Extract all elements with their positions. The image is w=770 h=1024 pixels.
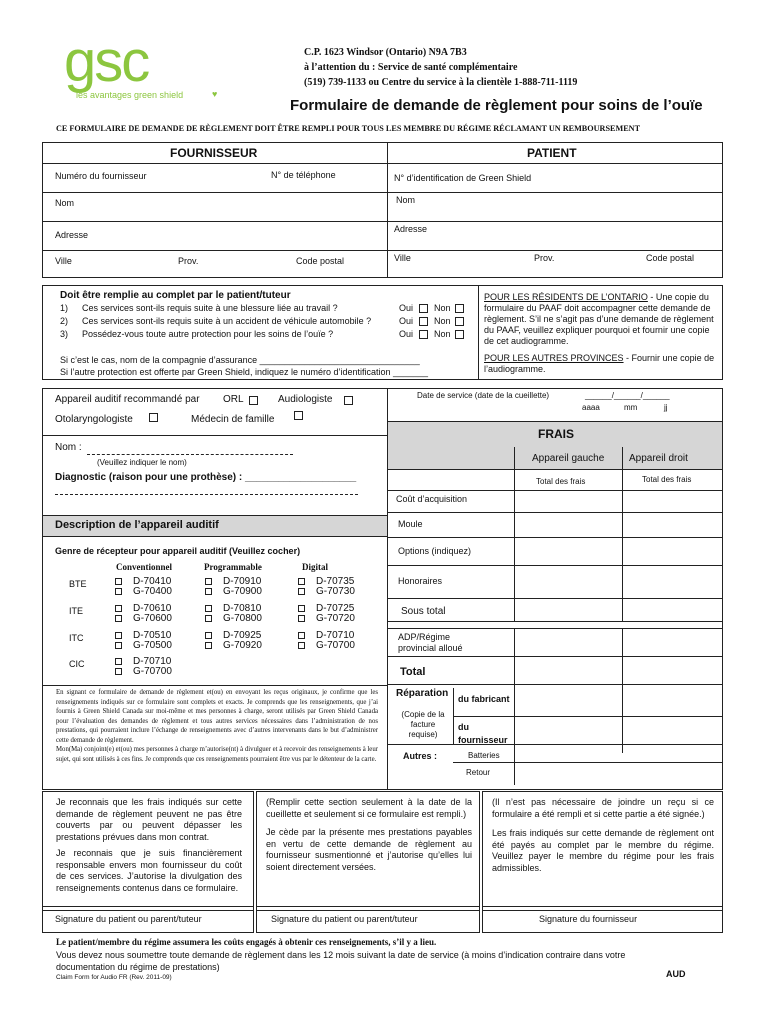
- device-code-label: D-70925: [223, 630, 262, 641]
- audiologist-checkbox[interactable]: [344, 396, 353, 405]
- recommended-label: Appareil auditif recommandé par: [55, 394, 200, 405]
- signature-box-3[interactable]: [482, 906, 723, 933]
- left-device-col: Appareil gauche: [532, 453, 605, 464]
- patient-address-label: Adresse: [394, 224, 428, 234]
- provider-city-label: Ville: [55, 256, 72, 266]
- device-code-label: G-70400: [133, 586, 172, 597]
- consent-paragraph-1: En signant ce formulaire de demande de règlement et(ou) en envoyant les reçus originaux, je confirme que les renseignements indiqués sur ce formulaire sont complets et exacts. Je comprends que les renseignements, que j’ai fournis à Green Shield Canada sur moi-même et mes personnes à charge, seront utilisés par Green Shield Canada pour l’évaluation des demandes de règlement et tous autres services nécessaires dans l’administration de nos prestations, qui pourraient inclure l’échange de renseignements avec d’autres intervenants dans le but d’administrer cette demande de règlement.: [56, 689, 378, 744]
- col-digital: Digital: [302, 562, 328, 572]
- device-row-0: [55, 577, 385, 601]
- device-type-table: [55, 577, 385, 682]
- subtotal-row[interactable]: [401, 606, 445, 617]
- consent-text: [56, 688, 378, 764]
- device-type-label: CIC: [69, 659, 85, 669]
- patient-postal-label: Code postal: [646, 253, 695, 263]
- doctor-name-hint: (Veuillez indiquer le nom): [97, 458, 187, 467]
- receiver-label: Genre de récepteur pour appareil auditif (Veuillez cocher): [55, 546, 301, 556]
- options-row[interactable]: [398, 546, 471, 556]
- device-type-label: ITC: [69, 633, 84, 643]
- service-date-field[interactable]: [389, 391, 719, 419]
- patient-city-row[interactable]: [388, 251, 722, 277]
- provider-heading: FOURNISSEUR: [170, 146, 258, 160]
- batteries-row[interactable]: [468, 751, 500, 760]
- device-code-label: G-70700: [316, 640, 355, 651]
- patient-name-field[interactable]: [388, 193, 722, 220]
- device-type-label: BTE: [69, 579, 87, 589]
- fees-row-label: Honoraires: [398, 576, 443, 586]
- batteries-label: Batteries: [468, 751, 500, 760]
- ontario-heading: POUR LES RÉSIDENTS DE L’ONTARIO: [484, 292, 648, 302]
- signature-label-1: Signature du patient ou parent/tuteur: [55, 914, 202, 924]
- device-row-2: [55, 631, 385, 655]
- adp-label: ADP/Régime provincial alloué: [398, 632, 463, 653]
- patient-heading: PATIENT: [527, 146, 577, 160]
- col-conventional: Conventionnel: [116, 562, 173, 572]
- provider-postal-label: Code postal: [296, 256, 345, 266]
- q1-no-checkbox[interactable]: [455, 304, 464, 313]
- yes-label: Oui: [399, 303, 414, 313]
- device-code-label: D-70710: [133, 656, 172, 667]
- other-provinces-heading: POUR LES AUTRES PROVINCES: [484, 353, 624, 363]
- otolaryngologist-label: Otolaryngologiste: [55, 414, 133, 425]
- device-code-label: D-70410: [133, 576, 172, 587]
- device-code-label: G-70700: [133, 666, 172, 677]
- device-code-option[interactable]: [205, 614, 262, 624]
- device-code-checkbox[interactable]: [205, 588, 212, 595]
- orl-label: ORL: [223, 394, 244, 405]
- provider-city-row[interactable]: [43, 251, 386, 277]
- question-1: [60, 303, 470, 315]
- by-manufacturer-label: du fabricant: [458, 694, 510, 704]
- ontario-note: [484, 292, 717, 347]
- options-label: Options (indiquez): [398, 546, 472, 556]
- signature-label-2: Signature du patient ou parent/tuteur: [271, 914, 418, 924]
- other-provinces-text: - Fournir une copie de l’audiogramme.: [484, 353, 715, 374]
- device-code-checkbox[interactable]: [115, 615, 122, 622]
- device-code-label: D-70810: [223, 603, 262, 614]
- col3-paragraph-1: (Il n’est pas nécessaire de joindre un reçu si ce formulaire a été rempli et si cette partie a été signée.): [492, 797, 714, 819]
- q3-no-checkbox[interactable]: [455, 330, 464, 339]
- return-row[interactable]: [466, 768, 490, 777]
- device-code-checkbox[interactable]: [205, 605, 212, 612]
- address-line: (519) 739-1133 ou Centre du service à la clientèle 1-888-711-1119: [304, 77, 578, 88]
- device-code-label: D-70910: [223, 576, 262, 587]
- provider-address-field[interactable]: [43, 222, 386, 249]
- col1-paragraph-1: Je reconnais que les frais indiqués sur cette demande de règlement peuvent ne pas être couverts par ou peuvent dépasser les prestations prévues dans mon contrat.: [56, 797, 242, 842]
- gs-id-line[interactable]: Si l’autre protection est offerte par Green Shield, indiquez le numéro d’identification _______: [60, 367, 429, 377]
- provider-name-field[interactable]: [43, 193, 386, 220]
- repair-label: Réparation: [396, 688, 449, 699]
- others-label: Autres :: [403, 751, 438, 761]
- signature-box-2[interactable]: [256, 906, 480, 933]
- total-label: Total: [400, 666, 426, 678]
- diagnosis-label: Diagnostic (raison pour une prothèse) : ____________________: [55, 472, 357, 483]
- question-text: Ces services sont-ils requis suite à une blessure liée au travail ?: [82, 303, 338, 313]
- question-num: 1): [60, 303, 69, 313]
- device-code-checkbox[interactable]: [115, 668, 122, 675]
- fees-heading: FRAIS: [538, 427, 574, 441]
- device-code-label: D-70610: [133, 603, 172, 614]
- acquisition-label: Coût d’acquisition: [396, 494, 468, 504]
- device-code-checkbox[interactable]: [115, 605, 122, 612]
- acquisition-row[interactable]: [396, 494, 467, 504]
- device-code-option[interactable]: [298, 614, 355, 624]
- patient-city-label: Ville: [394, 253, 411, 263]
- device-code-checkbox[interactable]: [298, 615, 305, 622]
- footer-line-1: Le patient/membre du régime assumera les coûts engagés à obtenir ces renseignements, s’il y a lieu.: [56, 937, 437, 947]
- form-title: Formulaire de demande de règlement pour soins de l’ouïe: [290, 97, 703, 114]
- logo-tagline: les avantages green shield: [76, 90, 184, 100]
- signature-label-3: Signature du fournisseur: [539, 914, 638, 924]
- form-code: Claim Form for Audio FR (Rev. 2011-09): [56, 974, 172, 981]
- device-code-option[interactable]: [115, 614, 172, 624]
- subtotal-label: Sous total: [401, 606, 446, 617]
- col3-paragraph-2: Les frais indiqués sur cette demande de règlement ont été payés au complet par le membre du régime. Veuillez payer le membre du régime pour les frais admissibles.: [492, 828, 714, 873]
- service-date-blank: ______/______/______: [585, 391, 670, 400]
- repair-note: (Copie de la facture requise): [401, 710, 445, 739]
- aud-code: AUD: [666, 969, 686, 979]
- address-line: C.P. 1623 Windsor (Ontario) N9A 7B3: [304, 47, 467, 58]
- device-code-checkbox[interactable]: [298, 578, 305, 585]
- device-code-label: D-70510: [133, 630, 172, 641]
- device-code-checkbox[interactable]: [205, 615, 212, 622]
- device-code-option[interactable]: [115, 587, 172, 597]
- footer-line-2: Vous devez nous soumettre toute demande de règlement dans les 12 mois suivant la date de service (à moins d’indication contraire dans votre documentation du régime de prestations): [56, 950, 626, 972]
- device-code-checkbox[interactable]: [205, 642, 212, 649]
- mold-row[interactable]: [398, 519, 423, 529]
- adp-row[interactable]: [398, 632, 478, 654]
- device-code-label: G-70730: [316, 586, 355, 597]
- device-code-option[interactable]: [115, 641, 172, 651]
- consent-paragraph-2: Mon(Ma) conjoint(e) et(ou) mes personnes à charge m’autorise(nt) à divulguer et à recevoir des renseignements à leur sujet, qui sont utilisés à ces fins. Je comprends que ces renseignements pourraient être vus par le détenteur de la carte.: [56, 746, 378, 763]
- service-date-label: Date de service (date de la cueillette): [417, 391, 550, 400]
- service-date-jj: jj: [664, 403, 668, 412]
- provider-number-label: Numéro du fournisseur: [55, 171, 147, 181]
- service-date-yyyy: aaaa: [582, 403, 600, 412]
- heart-icon: ♥: [212, 89, 218, 99]
- no-label: Non: [434, 329, 451, 339]
- address-line: à l’attention du : Service de santé complémentaire: [304, 62, 518, 73]
- q2-yes-checkbox[interactable]: [419, 317, 428, 326]
- col1-paragraph-2: Je reconnais que je suis financièrement responsable envers mon fournisseur du coût de ces services. J’autorise la divulgation des renseignements contenus dans ce formulaire.: [56, 848, 242, 893]
- question-3: [60, 329, 470, 341]
- form-notice: CE FORMULAIRE DE DEMANDE DE RÈGLEMENT DOIT ÊTRE REMPLI POUR TOUS LES MEMBRE DU RÉGIME RÉCLAMANT UN REMBOURSEMENT: [56, 124, 641, 133]
- device-code-label: D-70710: [316, 630, 355, 641]
- total-fees-left: Total des frais: [536, 477, 586, 486]
- device-code-option[interactable]: [205, 587, 262, 597]
- audiologist-label: Audiologiste: [278, 394, 333, 405]
- patient-prov-label: Prov.: [534, 253, 555, 263]
- patient-name-label: Nom: [396, 195, 416, 205]
- device-code-label: G-70600: [133, 613, 172, 624]
- q3-yes-checkbox[interactable]: [419, 330, 428, 339]
- doctor-name-label: Nom :: [55, 442, 82, 453]
- by-provider-label: du fournisseur: [458, 722, 508, 745]
- other-provinces-note: [484, 353, 717, 375]
- device-row-3: [55, 657, 385, 681]
- device-code-label: G-70800: [223, 613, 262, 624]
- device-code-label: G-70920: [223, 640, 262, 651]
- device-code-option[interactable]: [205, 641, 262, 651]
- otolaryngologist-checkbox[interactable]: [149, 413, 158, 422]
- col2-text: [266, 797, 472, 873]
- ontario-text: - Une copie du formulaire du PAAF doit accompagner cette demande de règlement. S’il ne s’agit pas d’une demande de règlement du PAAF, veuillez expliquer pourquoi et fournir une copie de cet audiogramme.: [484, 292, 714, 346]
- signature-box-1[interactable]: [42, 906, 254, 933]
- no-label: Non: [434, 316, 451, 326]
- orl-checkbox[interactable]: [249, 396, 258, 405]
- device-code-label: G-70720: [316, 613, 355, 624]
- fees-header: [388, 421, 722, 448]
- col3-text: [492, 797, 714, 874]
- col2-paragraph-1: (Remplir cette section seulement à la date de la cueillette et seulement si ce formulaire est rempli.): [266, 797, 472, 819]
- provider-number-field[interactable]: [43, 164, 386, 191]
- device-code-label: D-70735: [316, 576, 355, 587]
- provider-phone-label: N° de téléphone: [271, 170, 336, 180]
- device-code-label: D-70725: [316, 603, 355, 614]
- col1-text: [56, 797, 242, 894]
- device-code-checkbox[interactable]: [298, 632, 305, 639]
- question-text: Possédez-vous toute autre protection pour les soins de l’ouïe ?: [82, 329, 334, 339]
- address-block: [304, 45, 577, 90]
- provider-name-label: Nom: [55, 198, 75, 208]
- provider-prov-label: Prov.: [178, 256, 199, 266]
- mold-label: Moule: [398, 519, 423, 529]
- family-doctor-label: Médecin de famille: [191, 414, 275, 425]
- device-code-checkbox[interactable]: [115, 578, 122, 585]
- description-heading: Description de l’appareil auditif: [55, 519, 219, 531]
- col2-paragraph-2: Je cède par la présente mes prestations payables en vertu de cette demande de règlement au fournisseur susmentionné et j’autorise qu’elles lui soient directement versées.: [266, 827, 472, 872]
- description-header: [43, 515, 387, 537]
- device-code-checkbox[interactable]: [115, 642, 122, 649]
- device-code-checkbox[interactable]: [115, 588, 122, 595]
- recommended-row: [55, 394, 385, 434]
- patient-id-field[interactable]: [388, 164, 722, 191]
- device-code-checkbox[interactable]: [115, 632, 122, 639]
- questions-heading: Doit être remplie au complet par le patient/tuteur: [60, 290, 291, 301]
- doctor-name-field[interactable]: [55, 442, 385, 467]
- no-label: Non: [434, 303, 451, 313]
- service-date-mm: mm: [624, 403, 638, 412]
- device-row-1: [55, 604, 385, 628]
- right-device-col: Appareil droit: [629, 453, 688, 464]
- family-doctor-checkbox[interactable]: [294, 411, 303, 420]
- device-code-checkbox[interactable]: [298, 588, 305, 595]
- device-type-label: ITE: [69, 606, 84, 616]
- device-code-label: G-70900: [223, 586, 262, 597]
- device-code-option[interactable]: [298, 587, 355, 597]
- diagnosis-field[interactable]: [55, 472, 385, 498]
- insurer-name-line[interactable]: Si c’est le cas, nom de la compagnie d’assurance ________________________________: [60, 355, 420, 365]
- device-code-checkbox[interactable]: [298, 605, 305, 612]
- q1-yes-checkbox[interactable]: [419, 304, 428, 313]
- yes-label: Oui: [399, 316, 414, 326]
- device-code-option[interactable]: [115, 667, 172, 677]
- gsc-logo: [64, 29, 224, 108]
- question-num: 3): [60, 329, 69, 339]
- logo-mark: gsc: [64, 29, 149, 94]
- question-num: 2): [60, 316, 69, 326]
- device-code-option[interactable]: [298, 641, 355, 651]
- patient-id-label: N° d’identification de Green Shield: [394, 173, 532, 183]
- by-manufacturer-row[interactable]: [458, 694, 510, 704]
- device-code-checkbox[interactable]: [205, 578, 212, 585]
- provider-address-label: Adresse: [55, 230, 89, 240]
- device-code-checkbox[interactable]: [115, 658, 122, 665]
- patient-address-field[interactable]: [388, 222, 722, 249]
- device-code-checkbox[interactable]: [205, 632, 212, 639]
- fees-columns-header: [388, 447, 722, 469]
- yes-label: Oui: [399, 329, 414, 339]
- question-2: [60, 316, 470, 328]
- fees-row[interactable]: [398, 576, 442, 586]
- question-text: Ces services sont-ils requis suite à un accident de véhicule automobile ?: [82, 316, 372, 326]
- total-fees-right: Total des frais: [642, 475, 692, 484]
- col-programmable: Programmable: [204, 562, 262, 572]
- q2-no-checkbox[interactable]: [455, 317, 464, 326]
- device-code-label: G-70500: [133, 640, 172, 651]
- device-code-checkbox[interactable]: [298, 642, 305, 649]
- total-row[interactable]: [400, 666, 425, 678]
- return-label: Retour: [466, 768, 491, 777]
